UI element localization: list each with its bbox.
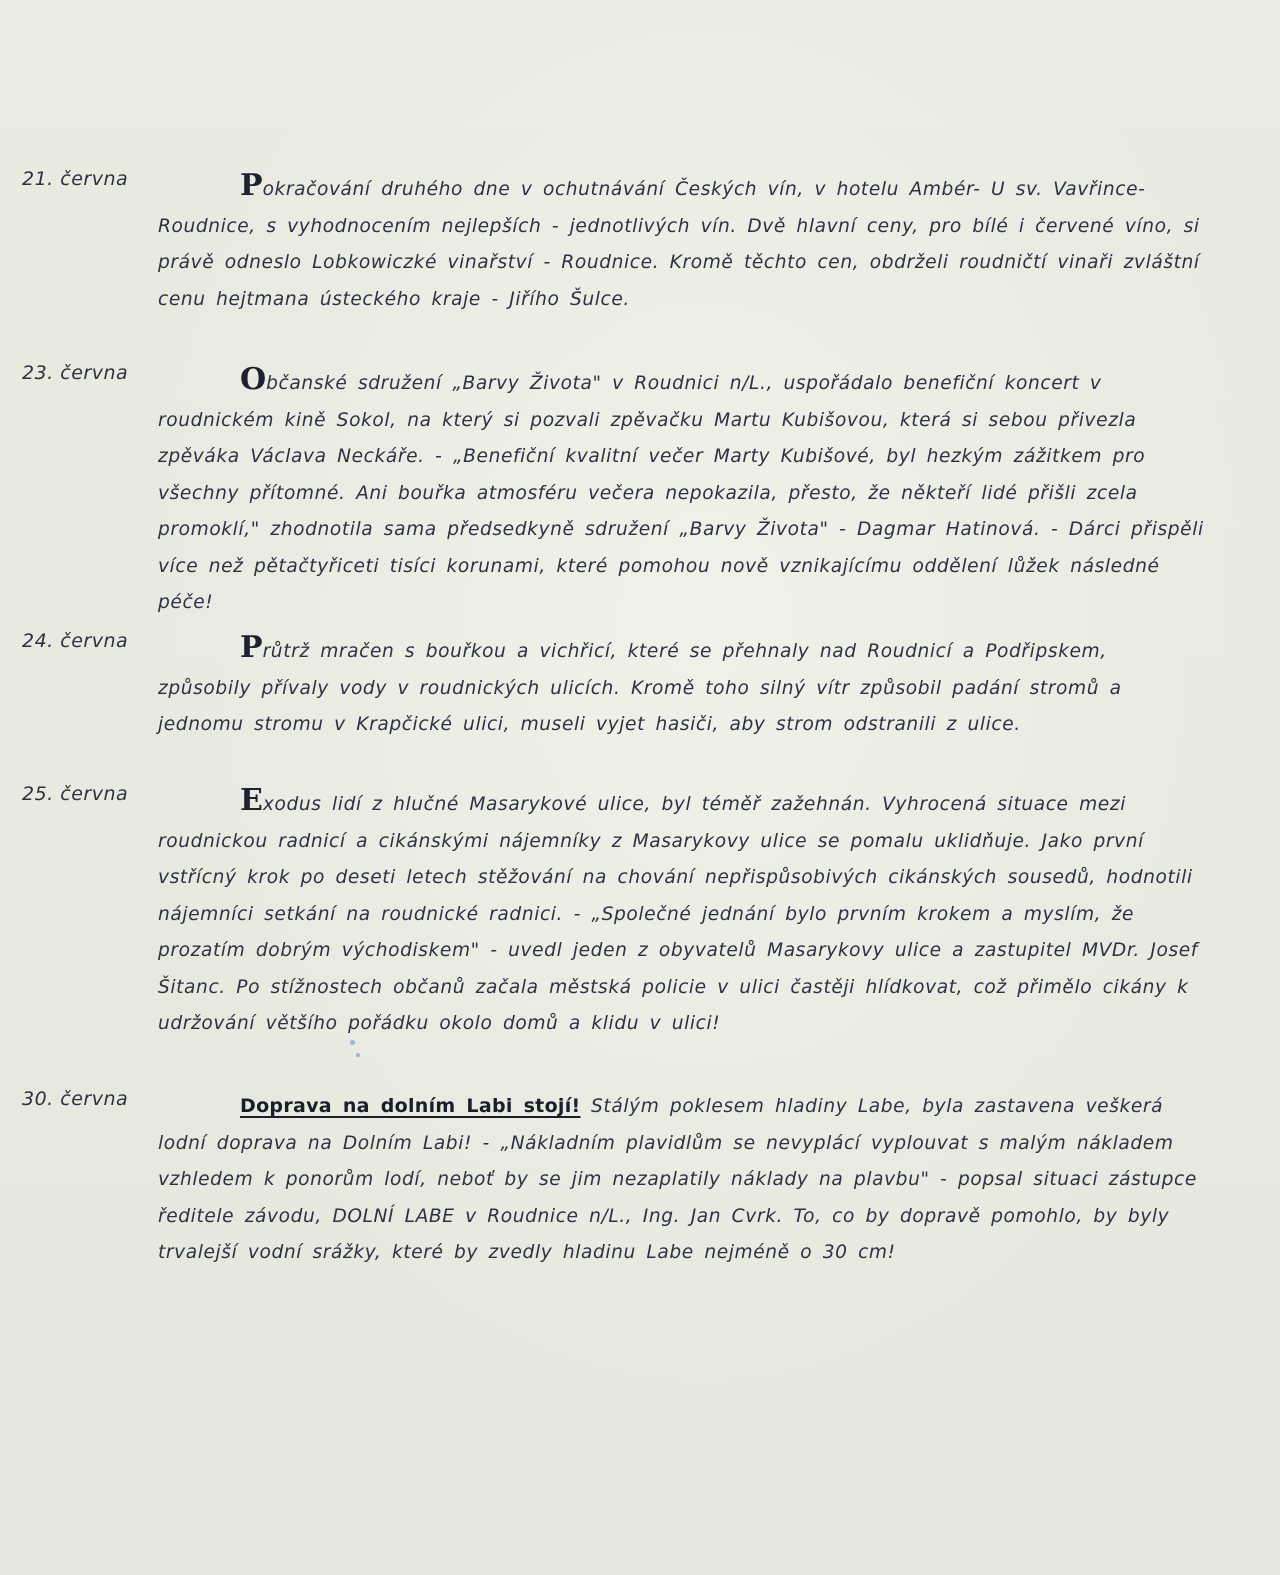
entry-text <box>158 362 1208 622</box>
drop-initial: O <box>240 362 267 397</box>
entry-text <box>158 168 1208 318</box>
entry-body: okračování druhého dne v ochutnávání Českých vín, v hotelu Ambér- U sv. Vavřince-Roudnice, s vyhodnocením nejlepších - jednotlivých vín. Dvě hlavní ceny, pro bílé i červené víno, si právě odneslo Lobkowiczké vinařství - Roudnice. Kromě těchto cen, obdrželi roudničtí vinaři zvláštní cenu hejtmana ústeckého kraje - Jiřího Šulce. <box>158 179 1200 310</box>
entry-date: 23. června <box>22 362 129 384</box>
ink-speck <box>356 1053 360 1057</box>
entry-body: Stálým poklesem hladiny Labe, byla zastavena veškerá lodní doprava na Dolním Labi! - „Nákladním plavidlům se nevyplácí vyplouvat s malým nákladem vzhledem k ponorům lodí, neboť by se jim nezaplatily náklady na plavbu" - popsal situaci zástupce ředitele závodu, DOLNÍ LABE v Roudnice n/L., Ing. Jan Cvrk. To, co by dopravě pomohlo, by byly trvalejší vodní srážky, které by zvedly hladinu Labe nejméně o 30 cm! <box>158 1096 1197 1263</box>
drop-initial: P <box>240 630 263 665</box>
entry-text <box>158 630 1208 744</box>
entry-body: bčanské sdružení „Barvy Života" v Roudnici n/L., uspořádalo benefiční koncert v roudnickém kině Sokol, na který si pozvali zpěvačku Martu Kubišovou, která si sebou přivezla zpěváka Václava Neckáře. - „Benefiční kvalitní večer Marty Kubišové, byl hezkým zážitkem pro všechny přítomné. Ani bouřka atmosféru večera nepokazila, přesto, že někteří lidé přišli zcela promoklí," zhodnotila sama předsedkyně sdružení „Barvy Života" - Dagmar Hatinová. - Dárci přispěli více než pětačtyřiceti tisíci korunami, které pomohou nově vznikajícímu oddělení lůžek následné péče! <box>158 373 1204 613</box>
drop-initial: E <box>240 783 263 818</box>
entry-date: 25. června <box>22 783 129 805</box>
entry-date: 30. června <box>22 1088 129 1110</box>
entry-date: 21. června <box>22 168 129 190</box>
entry-body: růtrž mračen s bouřkou a vichřicí, které se přehnaly nad Roudnicí a Podřipskem, způsobily přívaly vody v roudnických ulicích. Kromě toho silný vítr způsobil padání stromů a jednomu stromu v Krapčické ulici, museli vyjet hasiči, aby strom odstranili z ulice. <box>158 641 1122 735</box>
entry-headline: Doprava na dolním Labi stojí! <box>240 1095 581 1117</box>
entry-text <box>158 783 1208 1043</box>
drop-initial: P <box>240 168 263 203</box>
entry-date: 24. června <box>22 630 129 652</box>
entry-body: xodus lidí z hlučné Masarykové ulice, byl téměř zažehnán. Vyhrocená situace mezi roudnickou radnicí a cikánskými nájemníky z Masarykovy ulice se pomalu uklidňuje. Jako první vstřícný krok po deseti letech stěžování na chování nepřispůsobivých cikánských sousedů, hodnotili nájemníci setkání na roudnické radnici. - „Společné jednání bylo prvním krokem a myslím, že prozatím dobrým východiskem" - uvedl jeden z obyvatelů Masarykovy ulice a zastupitel MVDr. Josef Šitanc. Po stížnostech občanů začala městská policie v ulici častěji hlídkovat, což přimělo cikány k udržování většího pořádku okolo domů a klidu v ulici! <box>158 794 1198 1034</box>
entry-text <box>158 1088 1208 1272</box>
ink-speck <box>350 1040 355 1045</box>
